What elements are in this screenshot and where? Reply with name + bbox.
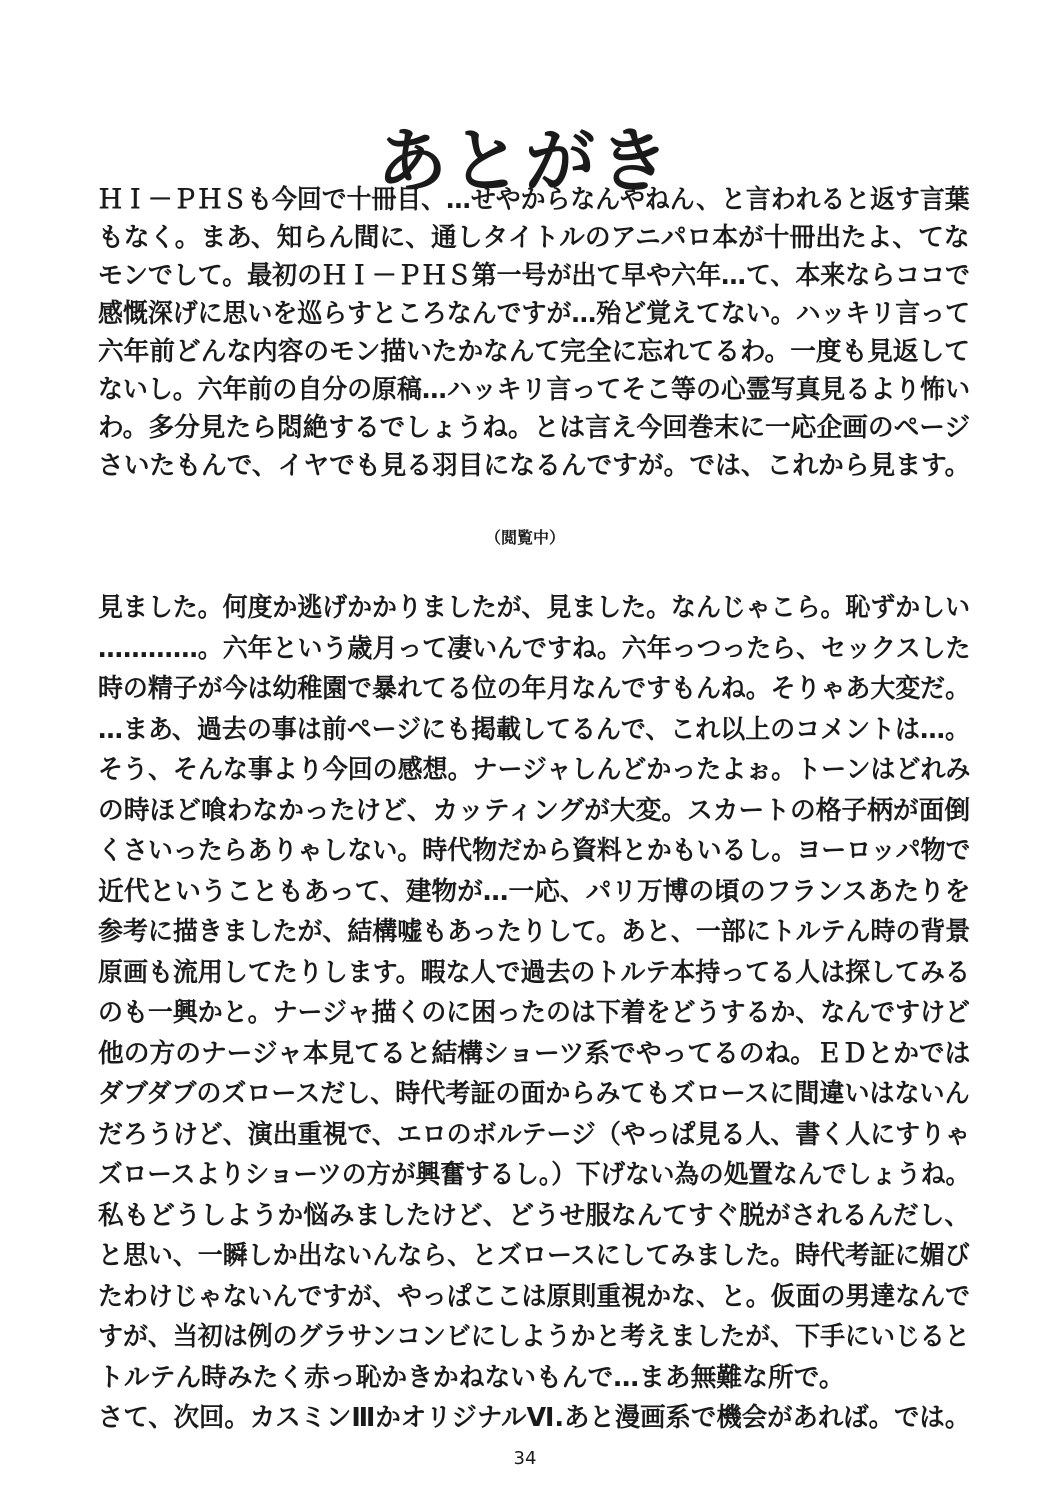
text-line: 六年前どんな内容のモン描いたかなんて完全に忘れてるわ。一度も見返して xyxy=(98,337,970,367)
text-line: だろうけど、演出重視で、エロのボルテージ（やっぱ見る人、書く人にすりゃ xyxy=(98,1119,970,1150)
interlude-note: （閲覧中） xyxy=(484,528,565,547)
text-line: …………。六年という歳月って凄いんですね。六年っつったら、セックスした xyxy=(98,633,971,664)
text-line: すが、当初は例のグラサンコンビにしようかと考えましたが、下手にいじると xyxy=(98,1322,970,1352)
text-line: 時の精子が今は幼稚園で暴れてる位の年月なんですもんね。そりゃあ大変だ。 xyxy=(98,674,971,704)
text-line: モンでして。最初のＨＩ－ＰＨＳ第一号が出て早や六年…て、本来ならココで xyxy=(98,261,970,291)
text-line: 見ました。何度か逃げかかりましたが、見ました。なんじゃこら。恥ずかしい xyxy=(98,593,971,623)
page-number: 34 xyxy=(513,1448,537,1469)
text-line: さいたもんで、イヤでも見る羽目になるんですが。では、これから見ます。 xyxy=(98,451,971,481)
text-line: ズロースよりショーツの方が興奮するし。）下げない為の処置なんでしょうね。 xyxy=(98,1160,971,1190)
text-line: 原画も流用してたりします。暇な人で過去のトルテ本持ってる人は探してみる xyxy=(98,957,970,988)
text-line: 感慨深げに思いを巡らすところなんですが…殆ど覚えてない。ハッキリ言って xyxy=(98,299,971,329)
text-line: と思い、一瞬しか出ないんなら、とズロースにしてみました。時代考証に媚び xyxy=(98,1241,970,1271)
paragraph-1 xyxy=(98,181,978,485)
text-line: もなく。まあ、知らん間に、通しタイトルのアニパロ本が十冊出たよ、てな xyxy=(98,223,970,253)
text-line: たわけじゃないんですが、やっぱここは原則重視かな、と。仮面の男達なんで xyxy=(98,1281,971,1312)
text-line: くさいったらありゃしない。時代物だから資料とかもいるし。ヨーロッパ物で xyxy=(98,836,971,866)
text-line: 参考に描きましたが、結構嘘もあったりして。あと、一部にトルテん時の背景 xyxy=(98,917,971,947)
text-line: トルテん時みたく赤っ恥かきかねないもんで…まあ無難な所で。 xyxy=(98,1362,845,1393)
text-line: ＨＩ－ＰＨＳも今回で十冊目、…せやからなんやねん、と言われると返す言葉 xyxy=(98,185,970,215)
text-line: のも一興かと。ナージャ描くのに困ったのは下着をどうするか、なんですけど xyxy=(98,998,970,1028)
text-line: の時ほど喰わなかったけど、カッティングが大変。スカートの格子柄が面倒 xyxy=(98,795,971,826)
text-line: ないし。六年前の自分の原稿…ハッキリ言ってそこ等の心霊写真見るより怖い xyxy=(98,375,971,405)
text-line: …まあ、過去の事は前ページにも掲載してるんで、これ以上のコメントは…。 xyxy=(98,714,970,745)
text-line: わ。多分見たら悶絶するでしょうね。とは言え今回巻末に一応企画のページ xyxy=(98,413,971,443)
text-line: そう、そんな事より今回の感想。ナージャしんどかったよぉ。トーンはどれみ xyxy=(98,755,971,785)
text-line: さて、次回。カスミンⅢかオリジナルⅥ.あと漫画系で機会があれば。では。 xyxy=(98,1403,971,1433)
text-line: ダブダブのズロースだし、時代考証の面からみてもズロースに間違いはないん xyxy=(98,1079,970,1109)
text-line: 私もどうしようか悩みましたけど、どうせ服なんてすぐ脱がされるんだし、 xyxy=(98,1200,971,1231)
paragraph-2 xyxy=(98,588,978,1439)
page-title: あとがき xyxy=(377,120,673,202)
text-line: 近代ということもあって、建物が…一応、パリ万博の頃のフランスあたりを xyxy=(98,876,971,907)
text-line: 他の方のナージャ本見てると結構ショーツ系でやってるのね。ＥＤとかでは xyxy=(98,1038,971,1069)
